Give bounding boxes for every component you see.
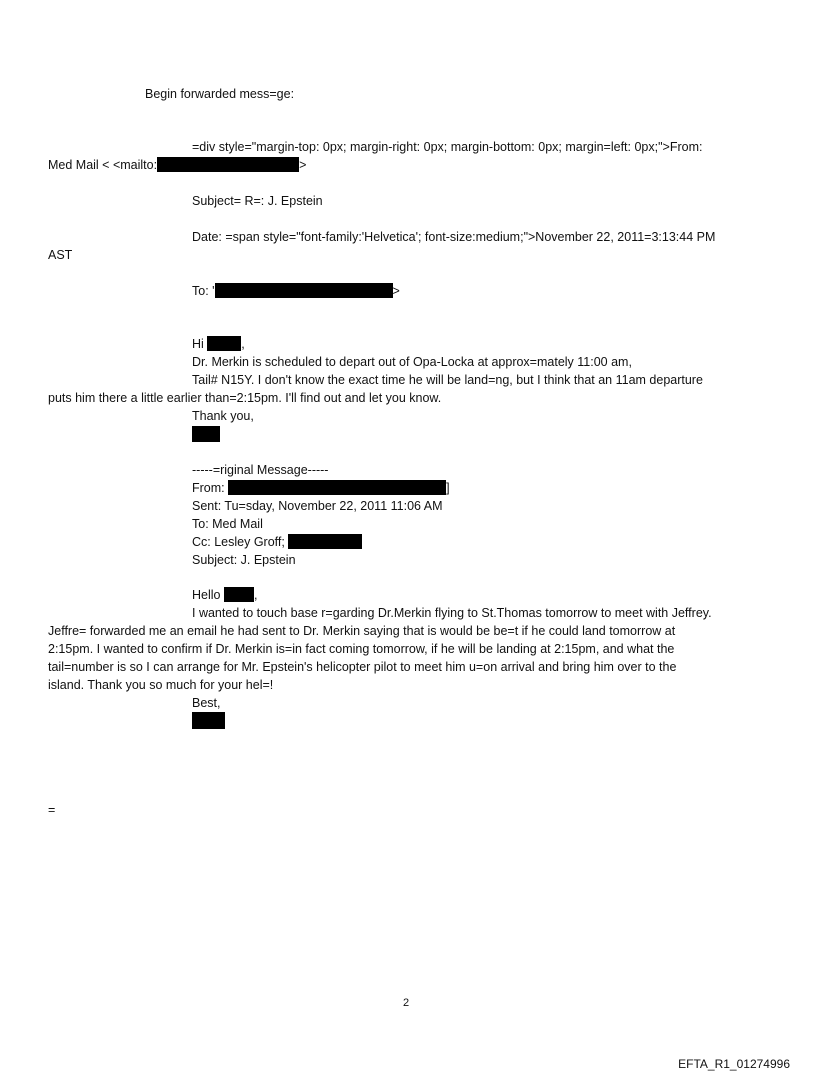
original-sent: Sent: Tu=sday, November 22, 2011 11:06 AM — [192, 499, 443, 513]
original-body-line: 2:15pm. I wanted to confirm if Dr. Merkin is=in fact coming tomorrow, if he will be landing at 2:15pm, and what the — [48, 642, 675, 656]
original-from-label: From: — [192, 481, 225, 495]
original-cc-prefix: Cc: Lesley Groff; — [192, 535, 285, 549]
original-to: To: Med Mail — [192, 517, 263, 531]
fwd-from-line — [48, 157, 306, 173]
fwd-date-tz: AST — [48, 248, 73, 262]
fwd-to-prefix: To: ' — [192, 284, 215, 298]
fwd-to-line — [192, 283, 400, 299]
original-from-line — [192, 480, 450, 496]
original-body-line: tail=number is so I can arrange for Mr. Epstein's helicopter pilot to meet him u=on arrival and bring him over to the — [48, 660, 677, 674]
original-greeting-word: Hello — [192, 588, 221, 602]
original-body-line: island. Thank you so much for your hel=! — [48, 678, 274, 692]
original-body-line: Jeffre= forwarded me an email he had sent to Dr. Merkin saying that is would be be=t if he could land tomorrow at — [48, 624, 676, 638]
signature-redaction — [192, 712, 225, 729]
reply-line-3: puts him there a little earlier than=2:15pm. I'll find out and let you know. — [48, 391, 442, 405]
redaction-box — [207, 336, 241, 351]
reply-greeting-comma: , — [241, 337, 245, 351]
reply-line-1: Dr. Merkin is scheduled to depart out of Opa-Locka at approx=mately 11:00 am, — [192, 355, 632, 369]
reply-greeting-word: Hi — [192, 337, 204, 351]
fwd-from-prefix: Med Mail < <mailto: — [48, 158, 158, 172]
redaction-box — [288, 534, 362, 549]
redaction-box — [224, 587, 254, 602]
fwd-div-line: =div style="margin-top: 0px; margin-right: 0px; margin-bottom: 0px; margin=left: 0px;">From: — [192, 140, 703, 154]
reply-line-2: Tail# N15Y. I don't know the exact time he will be land=ng, but I think that an 11am departure — [192, 373, 703, 387]
forward-header: Begin forwarded mess=ge: — [145, 87, 295, 101]
original-greeting-comma: , — [253, 588, 258, 602]
original-greeting — [192, 587, 257, 603]
reply-greeting — [192, 336, 245, 352]
fwd-date-line: Date: =span style="font-family:'Helvetica'; font-size:medium;">November 22, 2011=3:13:44 PM — [192, 230, 716, 244]
original-cc-line — [192, 534, 362, 550]
fwd-to-suffix: > — [392, 284, 400, 298]
original-closing: Best, — [192, 696, 221, 710]
redaction-box — [157, 157, 299, 172]
original-from-suffix: ] — [446, 481, 450, 495]
page-number: 2 — [403, 997, 410, 1009]
redaction-box — [215, 283, 393, 298]
fwd-subject: Subject= R=: J. Epstein — [192, 194, 323, 208]
reply-thanks: Thank you, — [192, 409, 254, 423]
signature-redaction — [192, 426, 220, 442]
redaction-box — [228, 480, 446, 495]
trailing-equals: = — [48, 803, 56, 817]
original-subject: Subject: J. Epstein — [192, 553, 296, 567]
original-divider: -----=riginal Message----- — [192, 463, 329, 477]
document-id: EFTA_R1_01274996 — [678, 1057, 790, 1071]
fwd-from-suffix: > — [299, 158, 307, 172]
original-body-line: I wanted to touch base r=garding Dr.Merkin flying to St.Thomas tomorrow to meet with Jeffrey. — [192, 606, 712, 620]
